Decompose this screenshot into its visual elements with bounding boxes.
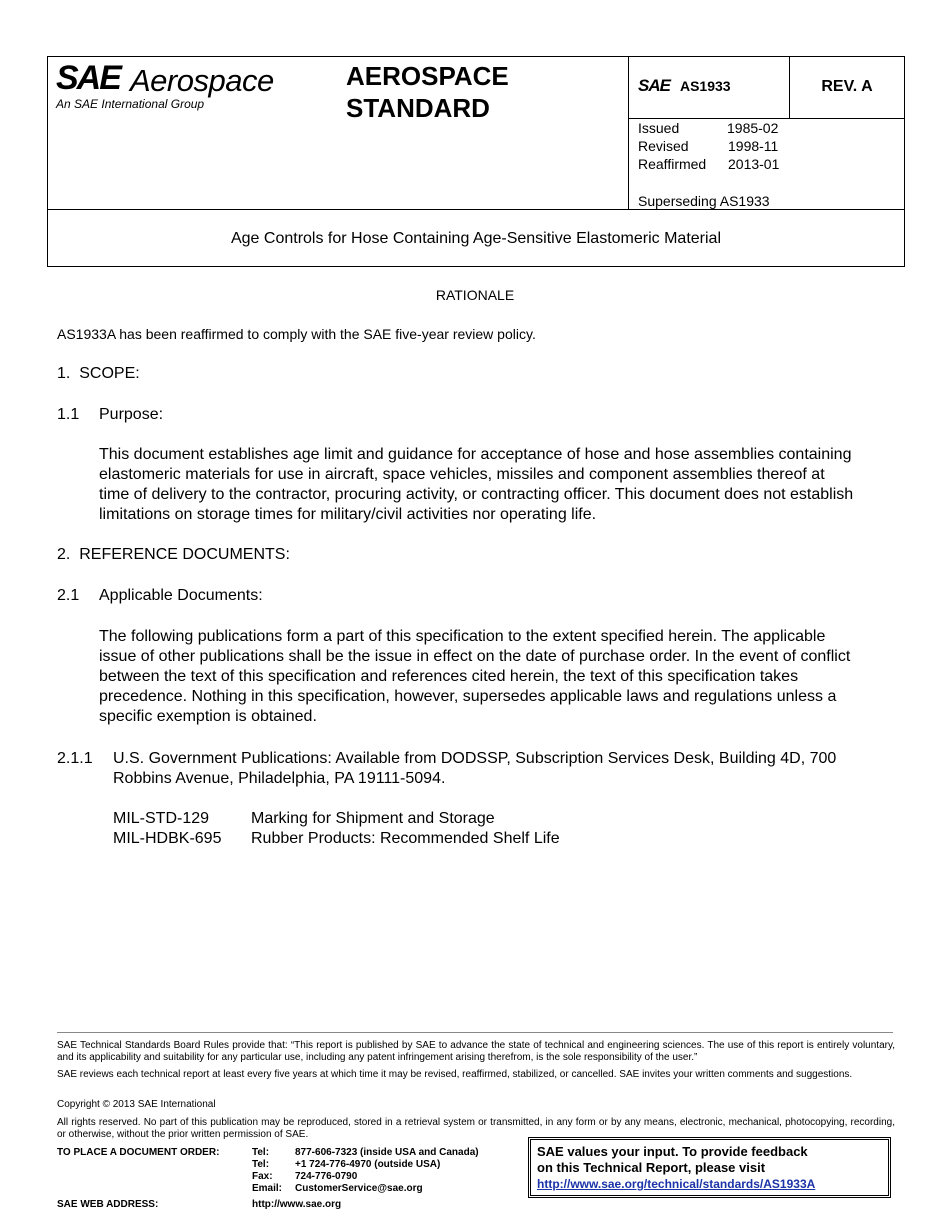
section-number: 1. <box>57 365 71 382</box>
contact-email[interactable]: CustomerService@sae.org <box>295 1183 423 1194</box>
feedback-box <box>528 1137 891 1198</box>
contact-value: +1 724-776-4970 (outside USA) <box>295 1159 441 1170</box>
doc-type-line2: STANDARD <box>346 93 490 123</box>
applicable-documents-text: The following publications form a part of this specification to the extent specified herein. The applicable issue of other publications shall be the issue in effect on the date of purchase order. In the event of conflict between the text of this specification and references cited herein, the text of this specification takes precedence. Nothing in this specification, however, supersedes applicable laws and regulations unless a specific exemption is obtained. <box>99 628 851 725</box>
superseding: Superseding AS1933 <box>638 193 770 209</box>
contact-label: Tel: <box>252 1159 270 1170</box>
doc-type-line1: AEROSPACE <box>346 61 509 91</box>
feedback-line1: SAE values your input. To provide feedback <box>537 1144 808 1159</box>
logo-brand: SAE <box>56 59 120 97</box>
doc-number-cell <box>638 77 731 95</box>
feedback-link[interactable]: http://www.sae.org/technical/standards/AS1933A <box>537 1177 816 1191</box>
date-value: 1985-02 <box>727 120 779 136</box>
contact-row <box>252 1171 479 1183</box>
date-value: 1998-11 <box>728 138 779 154</box>
date-value: 2013-01 <box>728 156 780 172</box>
contact-label: Email: <box>252 1183 283 1194</box>
section-title: REFERENCE DOCUMENTS: <box>79 546 290 563</box>
sae-mini-logo: SAE <box>638 76 670 95</box>
copyright: Copyright © 2013 SAE International <box>57 1099 216 1110</box>
document-title: Age Controls for Hose Containing Age-Sensitive Elastomeric Material <box>230 230 721 247</box>
rules-text: SAE Technical Standards Board Rules provide that: “This report is published by SAE to advance the state of technical and engineering sciences. The use of this report is entirely voluntary, and its applicability and suitability for any particular use, including any patent infringement arising therefrom, is the sole responsibility of the user.” <box>57 1040 895 1063</box>
rights-text: All rights reserved. No part of this publication may be reproduced, stored in a retrieval system or transmitted, in any form or by any means, electronic, mechanical, photocopying, recording, or otherwise, without the prior written permission of SAE. <box>57 1117 895 1140</box>
section-2-1-1-number: 2.1.1 <box>57 750 93 767</box>
contact-row <box>252 1183 479 1195</box>
contact-value: 724-776-0790 <box>295 1171 358 1182</box>
contact-row <box>252 1159 479 1171</box>
section-1-heading <box>57 364 140 384</box>
contact-value: 877-606-7323 (inside USA and Canada) <box>295 1147 479 1158</box>
section-number: 2. <box>57 546 71 563</box>
revision: REV. A <box>821 78 873 95</box>
dates-block <box>638 119 779 210</box>
section-2-heading <box>57 545 290 565</box>
web-label: SAE WEB ADDRESS: <box>57 1199 159 1210</box>
date-row <box>638 119 779 137</box>
rationale-text: AS1933A has been reaffirmed to comply with the SAE five-year review policy. <box>57 326 536 342</box>
date-label: Issued <box>638 120 680 136</box>
doc-number: AS1933 <box>679 78 731 94</box>
contact-label: Tel: <box>252 1147 270 1158</box>
footer-rule <box>57 1032 893 1033</box>
date-label: Reaffirmed <box>638 156 707 172</box>
purpose-text: This document establishes age limit and guidance for acceptance of hose and hose assemblies containing elastomeric materials for use in aircraft, space vehicles, missiles and component assemblies thereof at time of delivery to the contractor, procuring activity, or contracting officer. This document does not establish limitations on storage times for military/civil activities nor operating life. <box>99 446 854 523</box>
rationale-heading: RATIONALE <box>435 287 515 303</box>
logo-group: An SAE International Group <box>56 97 205 111</box>
doc-type <box>346 60 509 124</box>
date-row <box>638 155 779 173</box>
sae-aerospace-logo <box>56 61 306 113</box>
divider <box>628 57 629 209</box>
order-label: TO PLACE A DOCUMENT ORDER: <box>57 1147 220 1158</box>
date-label: Revised <box>638 138 689 154</box>
reference-title: Rubber Products: Recommended Shelf Life <box>251 830 560 847</box>
document-header <box>47 56 905 267</box>
date-row <box>638 137 779 155</box>
reference-id: MIL-STD-129 <box>113 810 210 827</box>
reference-title: Marking for Shipment and Storage <box>251 810 495 827</box>
contact-label: Fax: <box>252 1171 273 1182</box>
gov-publications-text: U.S. Government Publications: Available from DODSSP, Subscription Services Desk, Building 4D, 700 Robbins Avenue, Philadelphia, PA 19111-5094. <box>113 750 837 787</box>
section-number: 2.1 <box>57 587 80 604</box>
logo-product: Aerospace <box>130 63 274 98</box>
reference-id: MIL-HDBK-695 <box>113 830 222 847</box>
feedback-line2: on this Technical Report, please visit <box>537 1160 766 1175</box>
review-text: SAE reviews each technical report at least every five years at which time it may be revised, reaffirmed, stabilized, or cancelled. SAE invites your written comments and suggestions. <box>57 1069 853 1080</box>
section-title: Purpose: <box>99 406 164 423</box>
contacts-block <box>252 1147 479 1195</box>
section-title: SCOPE: <box>79 365 140 382</box>
section-title: Applicable Documents: <box>99 587 263 604</box>
contact-row <box>252 1147 479 1159</box>
web-address-link[interactable]: http://www.sae.org <box>252 1199 342 1210</box>
section-number: 1.1 <box>57 406 80 423</box>
